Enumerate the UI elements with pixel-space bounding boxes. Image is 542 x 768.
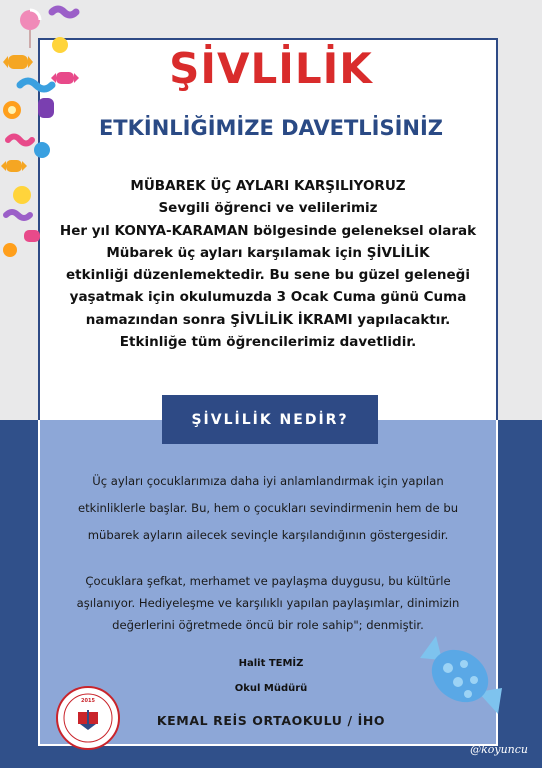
- paragraph-line: Üç ayları çocuklarımıza daha iyi anlamlandırmak için yapılan: [92, 474, 444, 488]
- paragraph-line: değerlerini öğretmede öncü bir role sahip"; denmiştir.: [112, 617, 424, 632]
- candy-icon: [412, 630, 506, 720]
- paragraph-line: mübarek ayların ailecek sevinçle karşılandığının göstergesidir.: [87, 528, 449, 542]
- signer-name: Halit TEMİZ: [238, 658, 304, 669]
- section-heading: ŞİVLİLİK NEDİR?: [162, 395, 378, 444]
- page-title: ŞİVLİLİK: [169, 44, 373, 93]
- intro-line: Mübarek üç ayları karşılamak için ŞİVLİLİK: [106, 244, 430, 261]
- intro-line: Sevgili öğrenci ve velilerimiz: [158, 200, 378, 217]
- intro-line: Her yıl KONYA-KARAMAN bölgesinde geleneksel olarak: [59, 222, 477, 239]
- signer-title: Okul Müdürü: [234, 683, 308, 694]
- intro-line: yaşatmak için okulumuzda 3 Ocak Cuma günü Cuma: [69, 289, 467, 306]
- page-subtitle: ETKİNLİĞİMİZE DAVETLİSİNİZ: [98, 116, 444, 140]
- paragraph-line: etkinliklerle başlar. Bu, hem o çocukları sevindirmenin hem de bu: [77, 501, 459, 515]
- school-logo-icon: [56, 686, 120, 750]
- school-name: KEMAL REİS ORTAOKULU / İHO: [156, 713, 386, 728]
- paragraph-line: aşılanıyor. Hediyeleşme ve karşılıklı yapılan paylaşımlar, dinimizin: [76, 595, 460, 610]
- logo-year: 2015: [81, 698, 95, 704]
- paragraph-2: [40, 571, 496, 636]
- invitation-text: [40, 175, 496, 353]
- paragraph-1: [40, 468, 496, 549]
- intro-line: namazından sonra ŞİVLİLİK İKRAMI yapılacaktır.: [85, 311, 451, 328]
- intro-line: MÜBAREK ÜÇ AYLARI KARŞILIYORUZ: [130, 178, 406, 194]
- intro-line: etkinliği düzenlemektedir. Bu sene bu güzel geleneği: [66, 267, 470, 284]
- intro-line: Etkinliğe tüm öğrencilerimiz davetlidir.: [119, 334, 417, 351]
- credit-signature: @koyuncu: [470, 743, 528, 756]
- paragraph-line: Çocuklara şefkat, merhamet ve paylaşma duygusu, bu kültürle: [85, 574, 451, 588]
